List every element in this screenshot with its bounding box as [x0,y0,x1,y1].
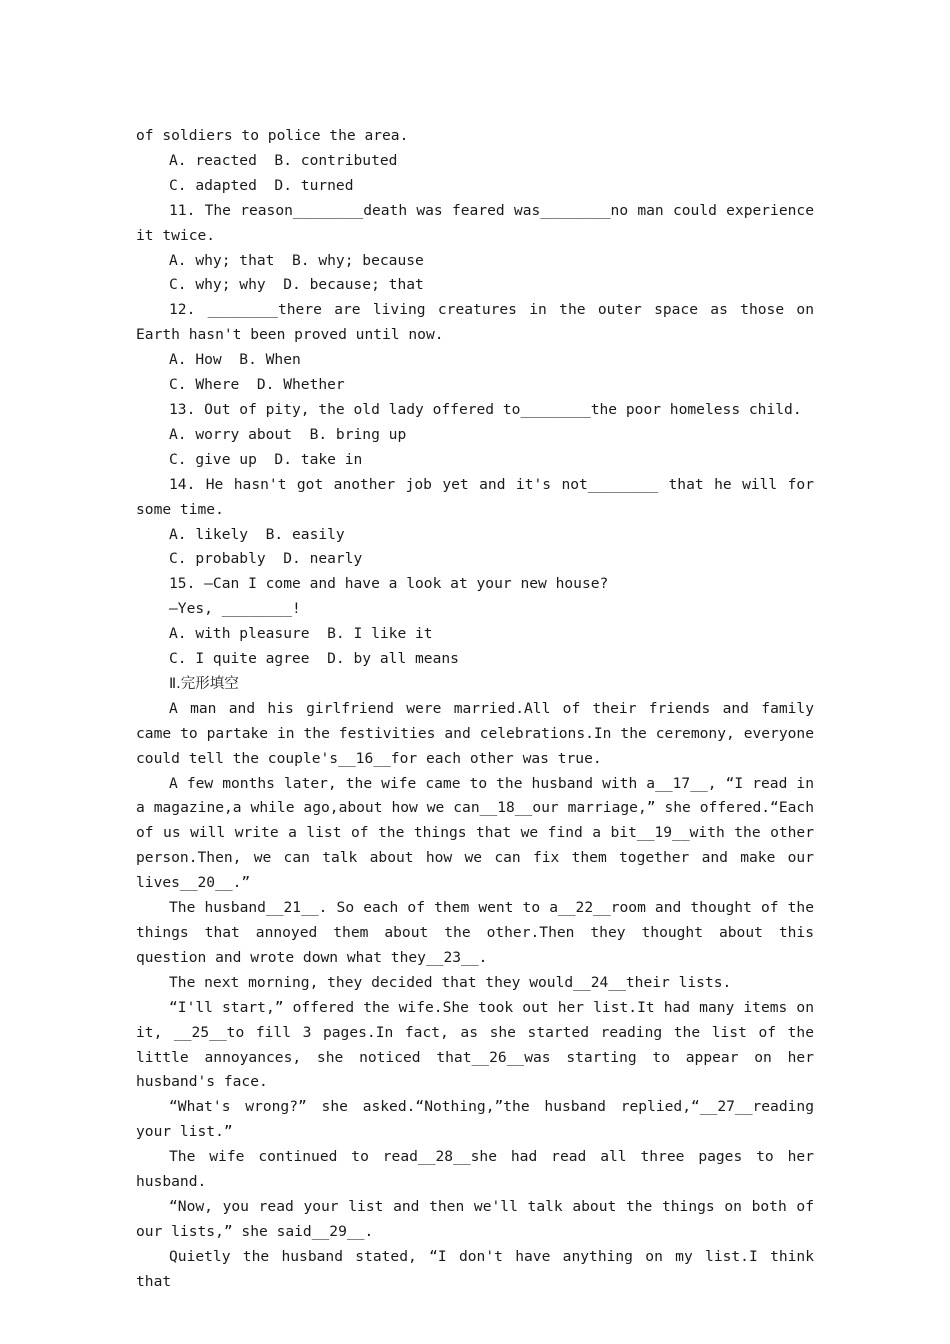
cloze-paragraph: “I'll start,” offered the wife.She took out her list.It had many items on it, __25__to fill 3 pages.In fact, as she started reading the list of the little annoyances, she noticed that__26__was starting to appear on her husband's face. [136,998,823,1091]
cloze-paragraph: Quietly the husband stated, “I don't have anything on my list.I think that [136,1247,823,1290]
question-11: 11. The reason________death was feared was________no man could experience it twice. [136,201,823,244]
question-15: 15. —Can I come and have a look at your new house? [169,575,609,593]
section-heading: Ⅱ.完形填空 [169,675,239,692]
option-line: C. adapted D. turned [169,176,354,194]
document-body [136,124,823,1295]
question-13: 13. Out of pity, the old lady offered to________the poor homeless child. [169,400,802,418]
dialogue-line: —Yes, ________! [169,600,301,618]
option-line: A. why; that B. why; because [169,251,424,269]
cloze-paragraph: The husband__21__. So each of them went to a__22__room and thought of the things that annoyed them about the other.Then they thought about this question and wrote down what they__23__. [136,899,823,966]
option-line: C. I quite agree D. by all means [169,650,459,668]
option-line: A. with pleasure B. I like it [169,625,433,643]
cloze-paragraph: “Now, you read your list and then we'll talk about the things on both of our lists,” she said__29__. [136,1197,823,1240]
question-12: 12. ________there are living creatures in the outer space as those on Earth hasn't been proved until now. [136,301,823,344]
option-line: A. reacted B. contributed [169,151,398,169]
cloze-paragraph: A man and his girlfriend were married.All of their friends and family came to partake in the festivities and celebrations.In the ceremony, everyone could tell the couple's__16__for each other was true. [136,699,823,767]
cloze-paragraph: The wife continued to read__28__she had read all three pages to her husband. [136,1148,823,1191]
option-line: C. why; why D. because; that [169,276,424,294]
question-14: 14. He hasn't got another job yet and it's not________ that he will for some time. [136,475,823,518]
cloze-paragraph: A few months later, the wife came to the husband with a__17__, “I read in a magazine,a while ago,about how we can__18__our marriage,” she offered.“Each of us will write a list of the things that we find a bit__19__with the other person.Then, we can talk about how we can fix them together and make our lives__20__.” [136,774,823,892]
option-line: A. worry about B. bring up [169,425,407,443]
option-line: A. How B. When [169,351,301,369]
cloze-paragraph: “What's wrong?” she asked.“Nothing,”the husband replied,“__27__reading your list.” [136,1098,823,1141]
option-line: C. give up D. take in [169,450,363,468]
option-line: C. probably D. nearly [169,550,363,568]
option-line: A. likely B. easily [169,525,345,543]
option-line: C. Where D. Whether [169,376,345,394]
text-line: of soldiers to police the area. [136,127,409,144]
cloze-paragraph: The next morning, they decided that they would__24__their lists. [169,973,732,991]
